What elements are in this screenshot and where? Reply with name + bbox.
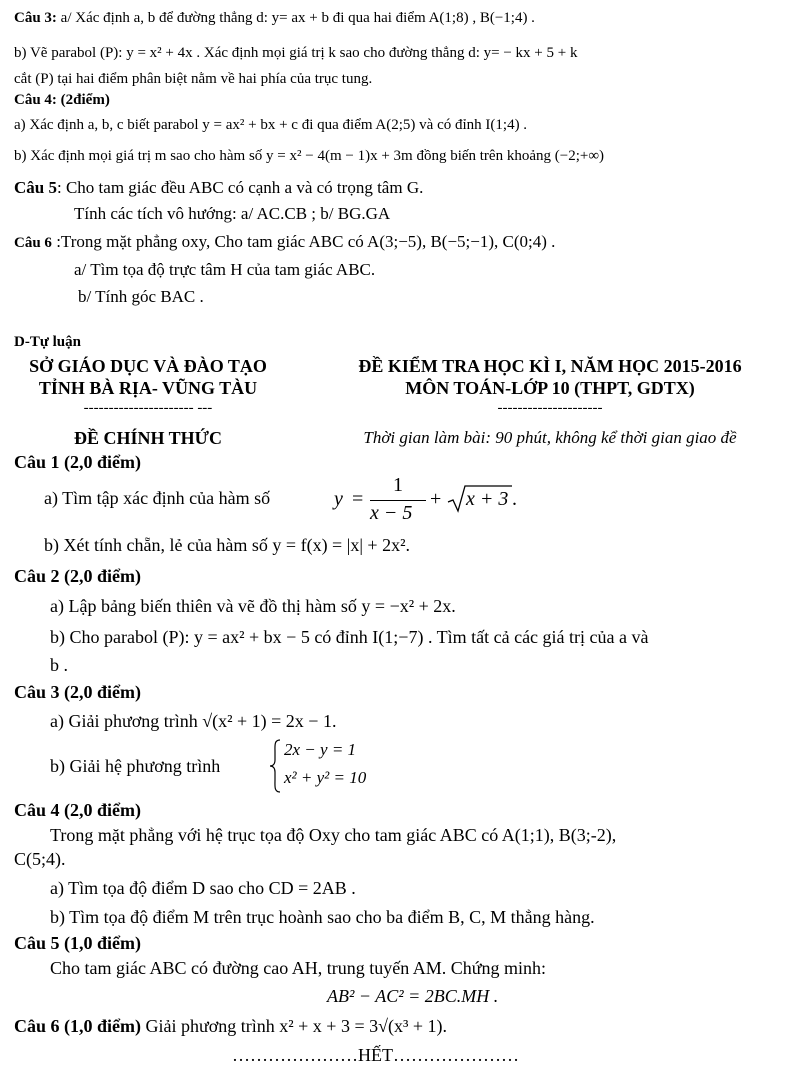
q1a-formula: y = 1 x − 5 + x + 3 . bbox=[334, 474, 517, 524]
org-rule: ---------------------- --- bbox=[83, 400, 213, 416]
q5-line1: Cho tam giác ABC có đường cao AH, trung tuyến AM. Chứng minh: bbox=[50, 958, 547, 978]
q4a: a) Tìm tọa độ điểm D sao cho CD = 2AB . bbox=[50, 878, 356, 898]
q3b: b) Giải hệ phương trình bbox=[50, 756, 221, 776]
q4-label: Câu 4 (2,0 điểm) bbox=[14, 800, 141, 820]
exam-title: ĐỀ KIỂM TRA HỌC KÌ I, NĂM HỌC 2015-2016 bbox=[358, 356, 742, 376]
q4-line1: Trong mặt phẳng với hệ trục tọa độ Oxy cho tam giác ABC có A(1;1), B(3;-2), bbox=[50, 825, 617, 845]
q3a: a) Giải phương trình √(x² + 1) = 2x − 1. bbox=[50, 711, 337, 731]
top-q3-label: Câu 3: bbox=[14, 10, 57, 26]
q3b-system bbox=[268, 738, 398, 798]
top-q5-text: : Cho tam giác đều ABC có cạnh a và có trọng tâm G. bbox=[56, 178, 424, 197]
exam-time: Thời gian làm bài: 90 phút, không kể thời gian giao đề bbox=[363, 428, 737, 447]
q1a bbox=[44, 488, 270, 509]
top-q4-label: Câu 4: (2điểm) bbox=[14, 92, 110, 108]
q1b: b) Xét tính chẵn, lẻ của hàm số y = f(x) = |x| + 2x². bbox=[44, 535, 410, 555]
q6-text: Giải phương trình x² + x + 3 = 3√(x³ + 1). bbox=[145, 1016, 448, 1036]
exam-rule: --------------------- bbox=[497, 400, 603, 416]
q1a-text: a) Tìm tập xác định của hàm số bbox=[44, 488, 271, 508]
q1-label: Câu 1 (2,0 điểm) bbox=[14, 452, 141, 472]
q2b-line1: b) Cho parabol (P): y = ax² + bx − 5 có đỉnh I(1;−7) . Tìm tất cả các giá trị của a và bbox=[50, 627, 649, 647]
top-q6 bbox=[14, 232, 555, 252]
top-q5 bbox=[14, 178, 423, 198]
q2-label: Câu 2 (2,0 điểm) bbox=[14, 566, 141, 586]
exam-subject: MÔN TOÁN-LỚP 10 (THPT, GDTX) bbox=[405, 378, 695, 398]
official-stamp: ĐỀ CHÍNH THỨC bbox=[73, 428, 223, 448]
top-q3b-line2: cắt (P) tại hai điểm phân biệt nằm về hai phía của trục tung. bbox=[14, 71, 373, 87]
q2a: a) Lập bảng biến thiên và vẽ đồ thị hàm số y = −x² + 2x. bbox=[50, 596, 456, 616]
q3-label: Câu 3 (2,0 điểm) bbox=[14, 682, 141, 702]
org-line-1: SỞ GIÁO DỤC VÀ ĐÀO TẠO bbox=[29, 356, 267, 376]
top-q3a bbox=[14, 10, 535, 27]
q3b-eq1: 2x − y = 1 bbox=[284, 740, 357, 759]
top-q6a: a/ Tìm tọa độ trực tâm H của tam giác ABC. bbox=[74, 260, 376, 279]
q4-line2: C(5;4). bbox=[14, 849, 66, 869]
q3b-eq2: x² + y² = 10 bbox=[284, 768, 367, 787]
top-q3b-line1: b) Vẽ parabol (P): y = x² + 4x . Xác định mọi giá trị k sao cho đường thẳng d: y= − kx + 5 + k bbox=[14, 45, 578, 61]
top-q6b: b/ Tính góc BAC . bbox=[78, 287, 204, 306]
end-marker: …………………HẾT………………… bbox=[232, 1045, 519, 1065]
top-q3a-text: a/ Xác định a, b để đường thẳng d: y= ax + b đi qua hai điểm A(1;8) , B(−1;4) . bbox=[60, 10, 535, 26]
top-q6-text: :Trong mặt phẳng oxy, Cho tam giác ABC có A(3;−5), B(−5;−1), C(0;4) . bbox=[51, 232, 556, 251]
left-brace-icon bbox=[268, 738, 282, 794]
top-q4b: b) Xác định mọi giá trị m sao cho hàm số y = x² − 4(m − 1)x + 3m đồng biến trên khoảng (−2;+∞) bbox=[14, 148, 605, 164]
q6-label: Câu 6 (1,0 điểm) bbox=[14, 1016, 141, 1036]
top-q6-label: Câu 6 bbox=[14, 235, 52, 251]
q4b: b) Tìm tọa độ điểm M trên trục hoành sao cho ba điểm B, C, M thẳng hàng. bbox=[50, 907, 595, 927]
org-line-2: TỈNH BÀ RỊA- VŨNG TÀU bbox=[38, 378, 258, 398]
q6 bbox=[14, 1016, 447, 1037]
q5-label: Câu 5 (1,0 điểm) bbox=[14, 933, 141, 953]
top-q4a: a) Xác định a, b, c biết parabol y = ax² + bx + c đi qua điểm A(2;5) và có đỉnh I(1;4) . bbox=[14, 117, 528, 133]
q2b-line2: b . bbox=[50, 655, 68, 675]
section-label: D-Tự luận bbox=[14, 334, 81, 350]
top-q5-sub: Tính các tích vô hướng: a/ AC.CB ; b/ BG.GA bbox=[74, 204, 391, 223]
q5-line2: AB² − AC² = 2BC.MH . bbox=[327, 986, 499, 1006]
top-q5-label: Câu 5 bbox=[14, 178, 57, 197]
